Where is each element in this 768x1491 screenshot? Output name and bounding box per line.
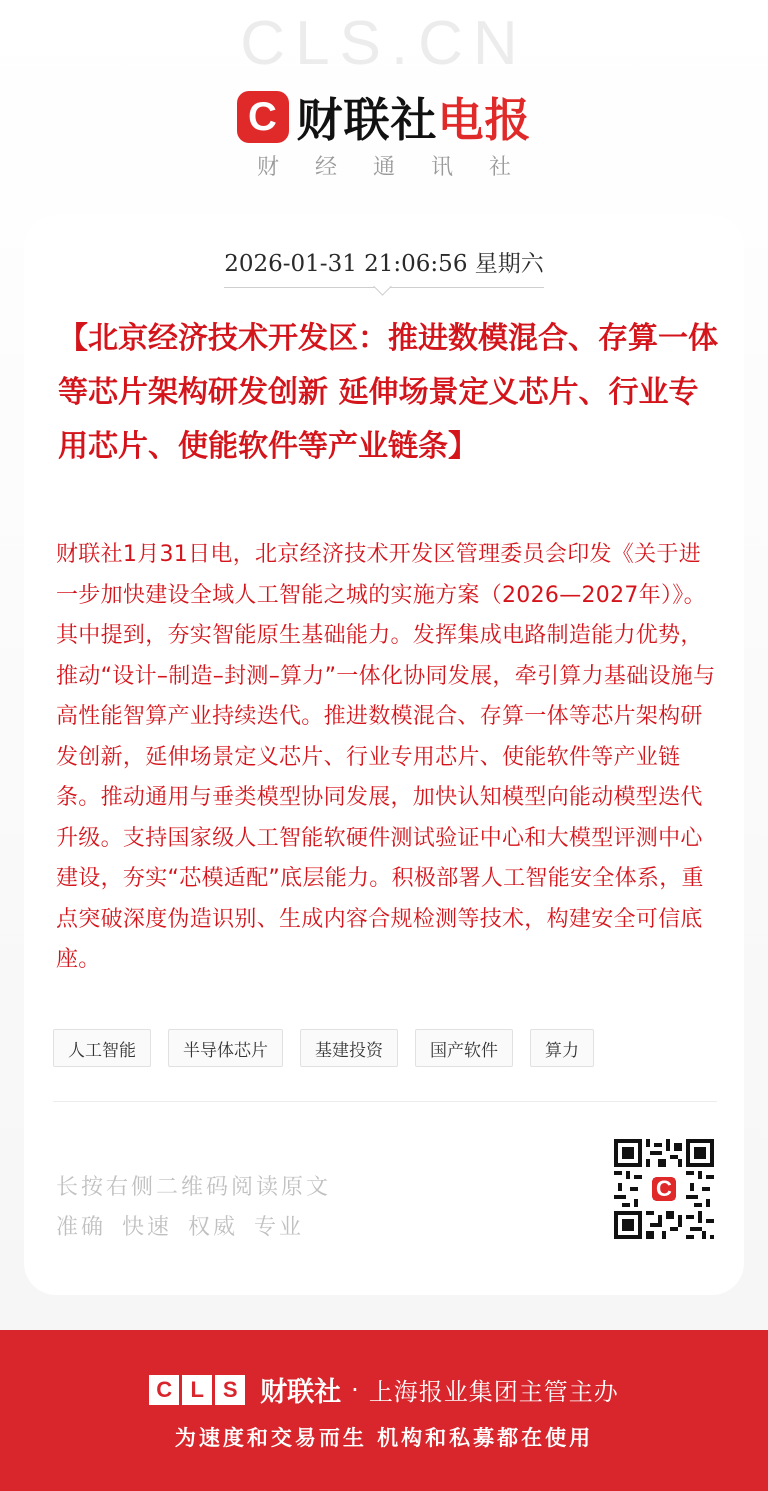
footer-organization: 上海报业集团主管主办 — [368, 1378, 619, 1406]
qr-code-icon[interactable] — [614, 1139, 714, 1239]
tag-list — [53, 1029, 594, 1067]
article-headline: 【北京经济技术开发区：推进数模混合、存算一体等芯片架构研发创新 延伸场景定义芯片、行业专用芯片、使能软件等产业链条】 — [58, 321, 718, 464]
tag-item[interactable]: 基建投资 — [300, 1029, 398, 1067]
footer-slogan: 为速度和交易而生 机构和私募都在使用 — [174, 1425, 594, 1450]
article-body: 财联社1月31日电，北京经济技术开发区管理委员会印发《关于进一步加快建设全域人工智能之城的实施方案（2026—2027年）》。其中提到，夯实智能原生基础能力。发挥集成电路制造能力优势，推动“设计–制造–封测–算力”一体化协同发展，牵引算力基础设施与高性能智算产业持续迭代。推进数模混合、存算一体等芯片架构研发创新，延伸场景定义芯片、行业专用芯片、使能软件等产业链条。推动通用与垂类模型协同发展，加快认知模型向能动模型迭代升级。支持国家级人工智能软硬件测试验证中心和大模型评测中心建设，夯实“芯模适配”底层能力。积极部署人工智能安全体系，重点突破深度伪造识别、生成内容合规检测等技术，构建安全可信底座。 — [56, 542, 716, 972]
brand-logo — [0, 84, 768, 150]
logo-c-icon: C — [237, 91, 289, 143]
logo-text-caillianshe: 财联社 — [296, 93, 438, 147]
tag-item[interactable]: 半导体芯片 — [168, 1029, 283, 1067]
tag-item[interactable]: 人工智能 — [53, 1029, 151, 1067]
footer-brand-name: 财联社 — [260, 1377, 342, 1408]
logo-text-dianbao: 电报 — [437, 93, 532, 147]
footer-banner — [0, 1330, 768, 1491]
cls-letter-l: L — [182, 1375, 212, 1405]
article-card — [24, 215, 744, 1295]
card-divider — [53, 1101, 717, 1102]
caret-down-icon — [373, 277, 391, 295]
tag-item[interactable]: 算力 — [530, 1029, 594, 1067]
qr-instruction: 长按右侧二维码阅读原文 — [56, 1175, 332, 1200]
cls-letter-c: C — [149, 1375, 179, 1405]
brand-values: 准确 快速 权威 专业 — [56, 1215, 304, 1240]
footer-brand-row — [0, 1370, 768, 1409]
tag-item[interactable]: 国产软件 — [415, 1029, 513, 1067]
cls-watermark: CLS.CN — [240, 9, 528, 78]
brand-tagline: 财经通讯社 — [256, 155, 547, 180]
footer-separator: · — [351, 1375, 359, 1404]
qr-badge-c: C — [656, 1176, 672, 1202]
cls-letter-s: S — [215, 1375, 245, 1405]
article-datetime: 2026-01-31 21:06:56 星期六 — [224, 251, 544, 277]
